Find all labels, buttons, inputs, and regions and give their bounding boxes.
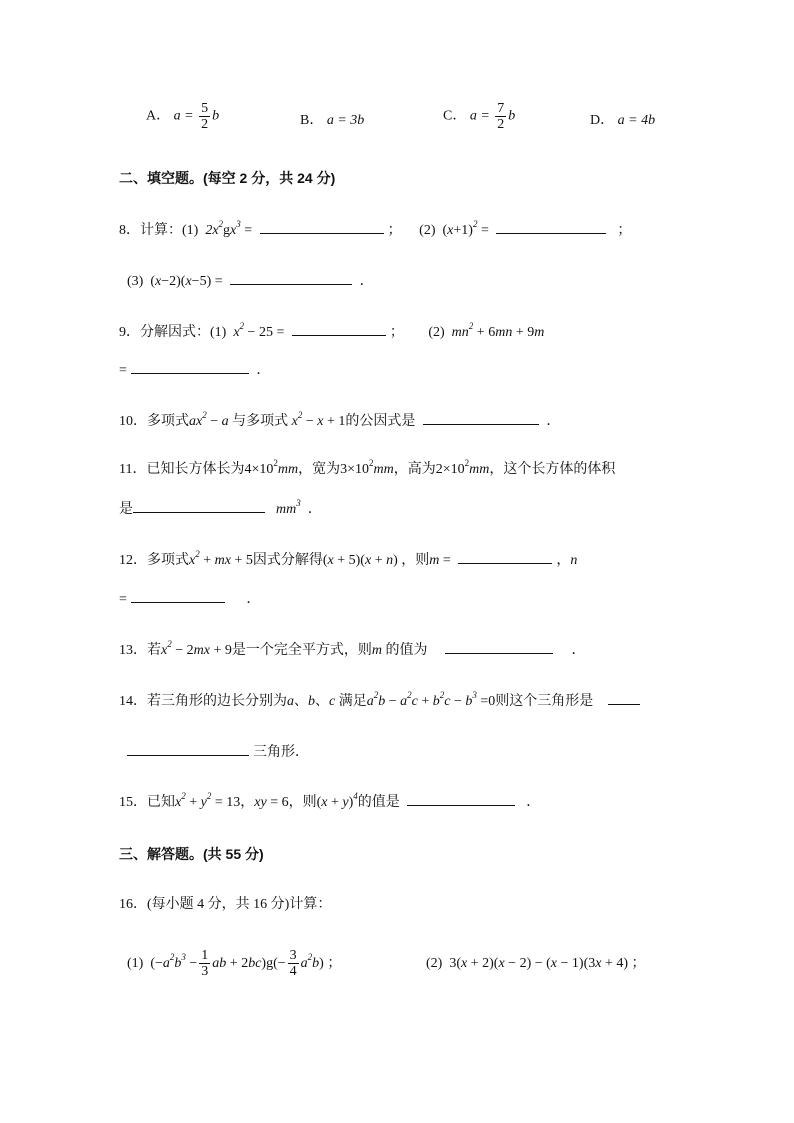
question-12-continuation: = ． <box>119 588 260 610</box>
question-9: 9．分解因式：(1) $x^2 - 25$ = ； (2) $mn^2 + 6mn + 9m$ <box>119 321 545 340</box>
section-heading-answers: 三、解答题。(共 55 分) <box>119 846 264 862</box>
choice-a: A． a = $\frac{5}{2}$ b <box>146 101 220 132</box>
answer-blank[interactable] <box>131 588 225 603</box>
fraction: $\frac{5}{2}$ <box>201 101 209 132</box>
section-heading-fill-in: 二、填空题。(每空 2 分，共 24 分) <box>119 170 336 186</box>
question-16: 16．(每小题 4 分，共 16 分)计算： <box>119 897 332 912</box>
choice-c: C． a = $\frac{7}{2}$ b <box>443 101 516 132</box>
answer-blank[interactable] <box>133 498 265 513</box>
choice-d-expr: a = 4b <box>617 113 656 128</box>
question-16-part-2: (2) 3(x + 2)(x − 2) − (x − 1)(3x + 4) ； <box>426 956 646 971</box>
fraction: $\frac{3}{4}$ <box>289 948 297 980</box>
choice-c-label: C． <box>443 108 467 124</box>
choice-a-label: A． <box>146 108 171 124</box>
answer-blank[interactable] <box>608 690 640 705</box>
fraction: $\frac{1}{3}$ <box>201 948 209 980</box>
answer-blank[interactable] <box>131 359 249 374</box>
choice-c-expr: a = <box>469 108 494 124</box>
answer-blank[interactable] <box>127 741 249 756</box>
choice-d-label: D． <box>590 113 615 128</box>
question-16-part-1: (1) ($-a^2b^3$ − $\frac{1}{3}$ ab + 2bc)g(− $\frac{3}{4}$ $a^2b$) ； <box>127 948 342 980</box>
answer-blank[interactable] <box>407 791 515 806</box>
choice-b <box>300 109 364 129</box>
answer-blank[interactable] <box>496 219 606 234</box>
choice-d <box>590 109 655 129</box>
choice-b-expr: a = 3b <box>326 113 365 128</box>
answer-blank[interactable] <box>292 321 386 336</box>
question-9-continuation: = ． <box>119 359 270 381</box>
question-8-part-3: (3) (x−2)(x−5) = ． <box>127 270 374 292</box>
question-10: 10．多项式$ax^2 - a$ 与多项式 $x^2 - x + 1$的公因式是 ． <box>119 410 561 429</box>
question-12: 12．多项式$x^2$ + mx + 5因式分解得(x + 5)(x + n) ，则m = ，n <box>119 549 578 568</box>
choice-a-expr: a = <box>173 108 198 124</box>
question-8: 8．计算：(1) $2x^2gx^3$ = ； (2) $(x+1)^2$ = ； <box>119 219 632 238</box>
answer-blank[interactable] <box>445 639 553 654</box>
answer-blank[interactable] <box>458 549 552 564</box>
question-14: 14．若三角形的边长分别为a、b、c 满足$a^2b - a^2c + b^2c - b^3 =0$则这个三角形是 <box>119 690 644 712</box>
question-11-continuation: 是 $mm^3$ ． <box>119 498 322 517</box>
question-14-continuation: 三角形． <box>127 741 309 763</box>
question-13: 13．若$x^2 - 2mx + 9$是一个完全平方式，则m 的值为 ． <box>119 639 586 658</box>
fraction: $\frac{7}{2}$ <box>497 101 505 132</box>
answer-blank[interactable] <box>423 410 539 425</box>
answer-blank[interactable] <box>260 219 384 234</box>
answer-blank[interactable] <box>230 270 352 285</box>
choice-b-label: B． <box>300 113 324 128</box>
question-11: 11．已知长方体长为$4\times 10^2mm$，宽为$3\times 10^2mm$，高为$2\times 10^2mm$，这个长方体的体积 <box>119 458 616 477</box>
question-15: 15．已知$x^2 + y^2 = 13$，xy = 6，则$(x + y)^4$的值是 ． <box>119 791 541 810</box>
